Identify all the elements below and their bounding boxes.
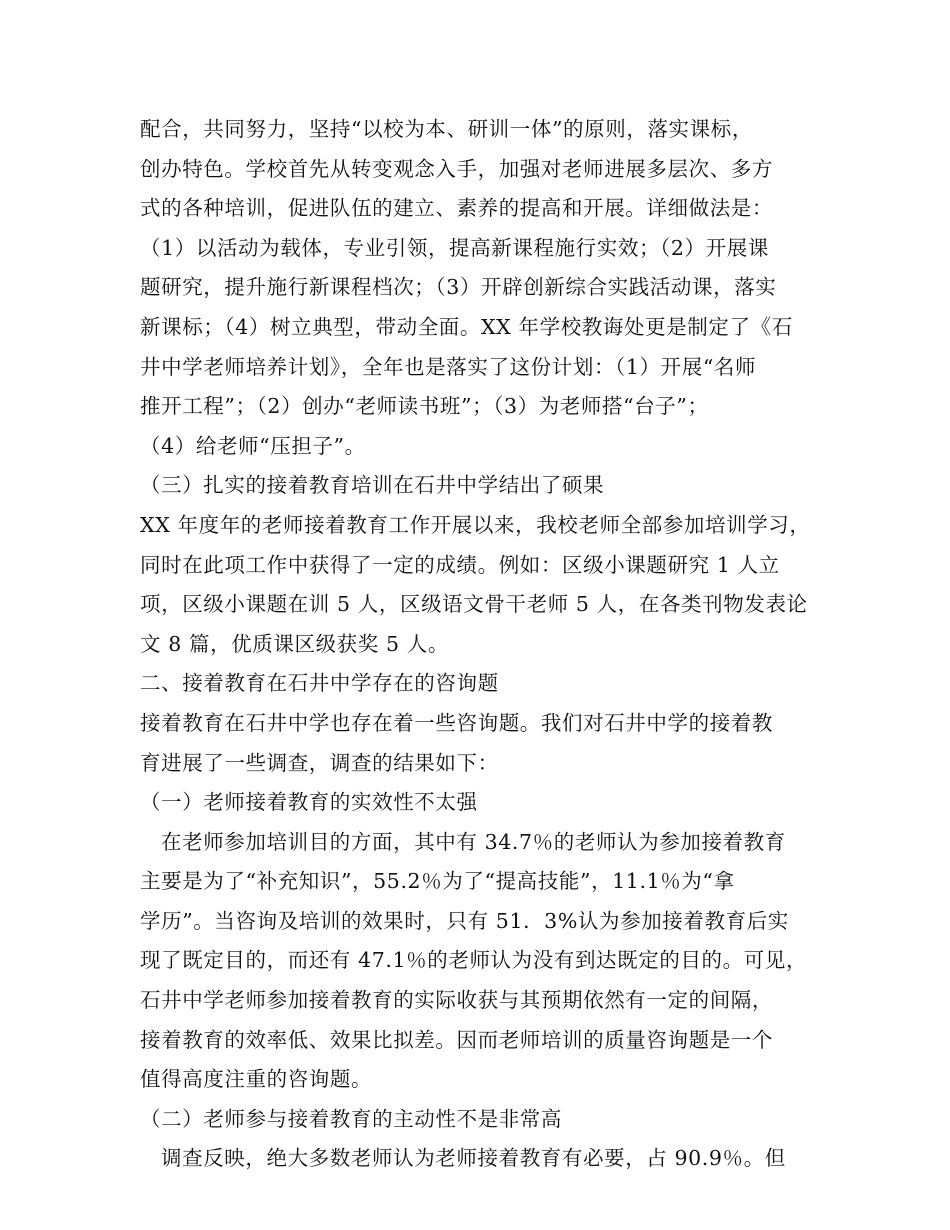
section-heading: （二）老师参与接着教育的主动性不是非常高 <box>140 1106 562 1131</box>
paragraph-line: 创办特色。学校首先从转变观念入手，加强对老师进展多层次、多方 <box>140 156 773 181</box>
paragraph-line: 在老师参加培训目的方面，其中有 34.7％的老师认为参加接着教育 <box>161 829 786 854</box>
paragraph-line: 式的各种培训，促进队伍的建立、素养的提高和开展。详细做法是： <box>140 196 773 221</box>
paragraph-line: 新课标；（4）树立典型，带动全面。XX 年学校教诲处更是制定了《石 <box>140 314 793 339</box>
paragraph-line: （1）以活动为载体，专业引领，提高新课程施行实效；（2）开展课 <box>140 235 769 260</box>
paragraph-line: 值得高度注重的咨询题。 <box>140 1067 373 1092</box>
section-heading: 二、接着教育在石井中学存在的咨询题 <box>140 671 499 696</box>
paragraph-line: 育进展了一些调查，调查的结果如下： <box>140 750 499 775</box>
paragraph-line: 推开工程”；（2）创办“老师读书班”；（3）为老师搭“台子”； <box>140 394 709 419</box>
paragraph-line: 接着教育的效率低、效果比拟差。因而老师培训的质量咨询题是一个 <box>140 1027 773 1052</box>
paragraph-line: 题研究，提升施行新课程档次；（3）开辟创新综合实践活动课，落实 <box>140 275 777 300</box>
paragraph-line: 井中学老师培养计划》，全年也是落实了这份计划：（1）开展“名师 <box>140 354 757 379</box>
paragraph-line: 调查反映，绝大多数老师认为老师接着教育有必要，占 90.9％。但 <box>161 1146 786 1171</box>
paragraph-line: 现了既定目的，而还有 47.1％的老师认为没有到达既定的目的。可见， <box>140 948 808 973</box>
paragraph-line: 项，区级小课题在训 5 人，区级语文骨干老师 5 人，在各类刊物发表论 <box>140 592 808 617</box>
paragraph-line: 配合，共同努力，坚持“以校为本、研训一体”的原则，落实课标， <box>140 117 753 141</box>
section-heading: （一）老师接着教育的实效性不太强 <box>140 790 478 815</box>
paragraph-line: 接着教育在石井中学也存在着一些咨询题。我们对石井中学的接着教 <box>140 710 773 735</box>
paragraph-line: 文 8 篇，优质课区级获奖 5 人。 <box>140 631 449 656</box>
paragraph-line: 同时在此项工作中获得了一定的成绩。例如：区级小课题研究 1 人立 <box>140 552 780 577</box>
paragraph-line: 主要是为了“补充知识”，55.2％为了“提高技能”，11.1％为“拿 <box>140 869 735 894</box>
paragraph-line: （4）给老师“压担子”。 <box>140 433 366 458</box>
paragraph-line: XX 年度年的老师接着教育工作开展以来，我校老师全部参加培训学习， <box>140 512 811 537</box>
section-heading: （三）扎实的接着教育培训在石井中学结出了硕果 <box>140 473 605 498</box>
paragraph-line: 学历”。当咨询及培训的效果时，只有 51．3%认为参加接着教育后实 <box>140 908 789 933</box>
document-body <box>140 110 820 1179</box>
paragraph-line: 石井中学老师参加接着教育的实际收获与其预期依然有一定的间隔， <box>140 988 773 1013</box>
